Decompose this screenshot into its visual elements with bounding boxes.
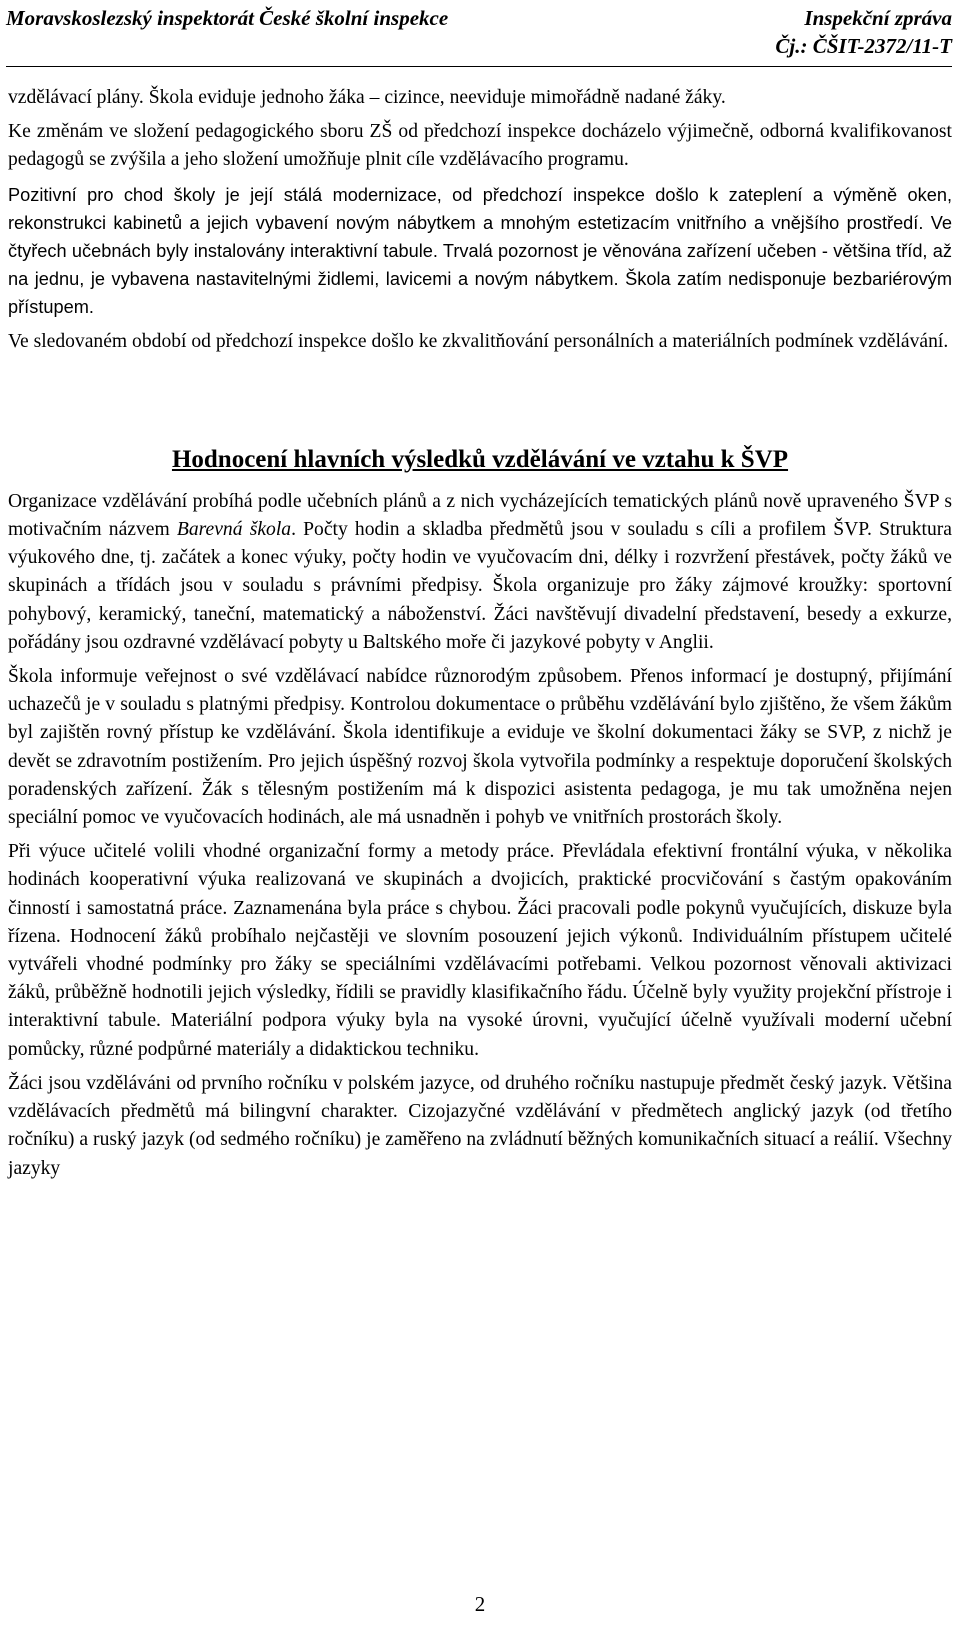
header-reference-number: Čj.: ČŠIT-2372/11-T [775, 34, 952, 58]
paragraph [8, 488, 952, 657]
program-name: Barevná škola [176, 519, 292, 541]
page-number: 2 [474, 1592, 486, 1616]
header-inspectorate: Moravskoslezský inspektorát České školní inspekce [6, 6, 449, 30]
header-rule [6, 66, 952, 67]
header-report-title: Inspekční zpráva [804, 6, 952, 30]
paragraph: vzdělávací plány. Škola eviduje jednoho žáka – cizince, neeviduje mimořádně nadané žáky. [8, 87, 726, 108]
paragraph: Pozitivní pro chod školy je její stálá modernizace, od předchozí inspekce došlo k zateplení a výměně oken, rekonstrukci kabinetů a jejich vybavení novým nábytkem a mnohým estetizacím vnitřního a vnějšího prostředí. Ve čtyřech učebnách byly instalovány interaktivní tabule. Trvalá pozornost je věnována zařízení učeben - většina tříd, až na jednu, je vybavena nastavitelnými židlemi, lavicemi a novým nábytkem. Škola zatím nedisponuje bezbariérovým přístupem. [8, 184, 952, 318]
paragraph-text: . Počty hodin a skladba předmětů jsou v souladu s cíli a profilem ŠVP. Struktura výukového dne, tj. začátek a konec výuky, počty hodin ve vyučovacím dni, délky i rozvržení přestávek, počty žáků ve skupinách a třídách jsou v souladu s právními předpisy. Škola organizuje pro žáky zájmové kroužky: sportovní pohybový, keramický, taneční, matematický a náboženství. Žáci navštěvují divadelní představení, besedy a exkurze, pořádány jsou ozdravné vzdělávací pobyty u Baltského moře či jazykové pobyty v Anglii. [8, 519, 952, 653]
paragraph: Žáci jsou vzděláváni od prvního ročníku v polském jazyce, od druhého ročníku nastupuje předmět český jazyk. Většina vzdělávacích předmětů má bilingvní charakter. Cizojazyčné vzdělávání v předmětech anglický jazyk (od třetího ročníku) a ruský jazyk (od sedmého ročníku) je zaměřeno na zvládnutí běžných komunikačních situací a reálií. Všechny jazyky [8, 1072, 952, 1179]
paragraph: Ke změnám ve složení pedagogického sboru ZŠ od předchozí inspekce docházelo výjimečně, odborná kvalifikovanost pedagogů se zvýšila a jeho složení umožňuje plnit cíle vzdělávacího programu. [8, 121, 952, 171]
section-heading: Hodnocení hlavních výsledků vzdělávání ve vztahu k ŠVP [171, 445, 789, 473]
paragraph-text: Organizace vzdělávání probíhá podle učebních plánů a z nich vycházejících tematických plánů nově upraveného ŠVP s motivačním názvem [8, 490, 952, 541]
paragraph: Ve sledovaném období od předchozí inspekce došlo ke zkvalitňování personálních a materiálních podmínek vzdělávání. [8, 330, 949, 352]
document-body [8, 84, 952, 1189]
paragraph: Při výuce učitelé volili vhodné organizační formy a metody práce. Převládala efektivní frontální výuka, v několika hodinách kooperativní výuka realizovaná ve skupinách a dvojicích, praktické procvičování s častým opakováním činností i samostatná práce. Zaznamenána byla práce s chybou. Žáci pracovali podle pokynů vyučujících, diskuze byla řízena. Hodnocení žáků probíhalo nejčastěji ve slovním posouzení jejich výkonů. Individuálním přístupem učitelé vytvářeli vhodné podmínky pro žáky se speciálními vzdělávacími potřebami. Velkou pozornost věnovali aktivizaci žáků, průběžně hodnotili jejich výsledky, řídili se pravidly klasifikačního řádu. Účelně byly využity projekční přístroje i interaktivní tabule. Materiální podpora výuky byla na vysoké úrovni, vyučující účelně využívali moderní učební pomůcky, různé podpůrné materiály a didaktickou techniku. [8, 841, 952, 1060]
header-report-id [775, 4, 952, 60]
paragraph: Škola informuje veřejnost o své vzdělávací nabídce různorodým způsobem. Přenos informací je dostupný, přijímání uchazečů je v souladu s platnými předpisy. Kontrolou dokumentace o průběhu vzdělávání bylo zjištěno, že všem žákům byl zajištěn rovný přístup ke vzdělávání. Škola identifikuje a eviduje ve školní dokumentaci žáky se SVP, z nichž je devět se zdravotním postižením. Pro jejich úspěšný rozvoj škola vytvořila podmínky a respektuje doporučení školských poradenských zařízení. Žák s tělesným postižením má k dispozici asistenta pedagoga, je mu tak umožněna nejen speciální pomoc ve vyučovacích hodinách, ale má usnadněn i pohyb ve vnitřních prostorách školy. [8, 666, 952, 829]
